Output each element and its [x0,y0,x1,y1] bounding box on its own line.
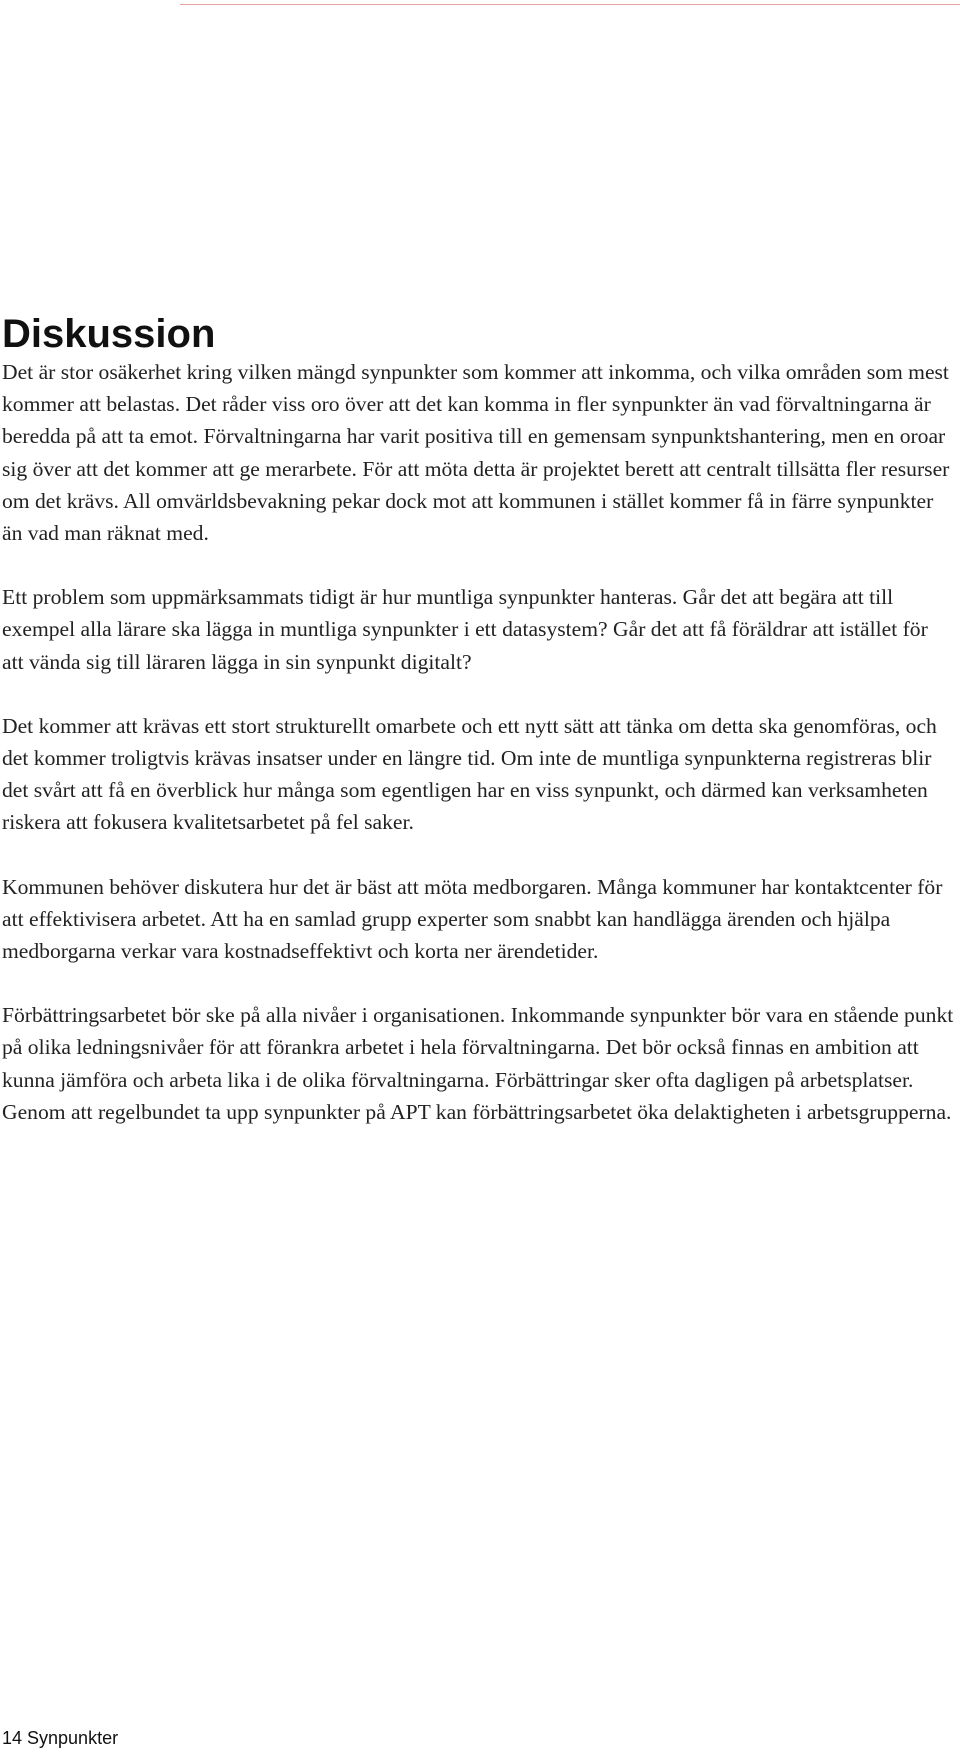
paragraph-1: Det är stor osäkerhet kring vilken mängd synpunkter som kommer att inkomma, och vilka områden som mest kommer att belastas. Det råder viss oro över att det kan komma in fler synpunkter än vad förvaltningarna är beredda på att ta emot. Förvaltningarna har varit positiva till en gemensam synpunktshantering, men en oroar sig över att det kommer att ge merarbete. För att möta detta är projektet berett att centralt tillsätta fler resurser om det krävs. All omvärldsbevakning pekar dock mot att kommunen i stället kommer få in färre synpunkter än vad man räknat med. [2,360,950,546]
paragraph-3: Det kommer att krävas ett stort strukturellt omarbete och ett nytt sätt att tänka om detta ska genomföras, och det kommer troligtvis krävas insatser under en längre tid. Om inte de muntliga synpunkterna registreras blir det svårt att få en överblick hur många som egentligen har en viss synpunkt, och därmed kan verksamheten riskera att fokusera kvalitetsarbetet på fel saker. [2,713,937,835]
paragraph-2: Ett problem som uppmärksammats tidigt är hur muntliga synpunkter hanteras. Går det att begära att till exempel alla lärare ska lägga in muntliga synpunkter i ett datasystem? Går det att få föräldrar att istället för att vända sig till läraren lägga in sin synpunkt digitalt? [2,585,928,674]
paragraph-4: Kommunen behöver diskutera hur det är bäst att möta medborgaren. Många kommuner har kontaktcenter för att effektivisera arbetet. Att ha en samlad grupp experter som snabbt kan handlägga ärenden och hjälpa medborgarna verkar vara kostnadseffektivt och korta ner ärendetider. [2,874,943,964]
paragraph-5: Förbättringsarbetet bör ske på alla nivåer i organisationen. Inkommande synpunkter bör vara en stående punkt på olika ledningsnivåer för att förankra arbetet i hela förvaltningarna. Det bör också finnas en ambition att kunna jämföra och arbeta lika i de olika förvaltningarna. Förbättringar sker ofta dagligen på arbetsplatser. Genom att regelbundet ta upp synpunkter på APT kan förbättringsarbetet öka delaktigheten i arbetsgrupperna. [2,1003,954,1124]
document-body [2,312,954,1160]
page-footer: 14 Synpunkter [2,1728,119,1748]
section-heading: Diskussion [2,312,216,356]
top-rule [180,4,960,5]
